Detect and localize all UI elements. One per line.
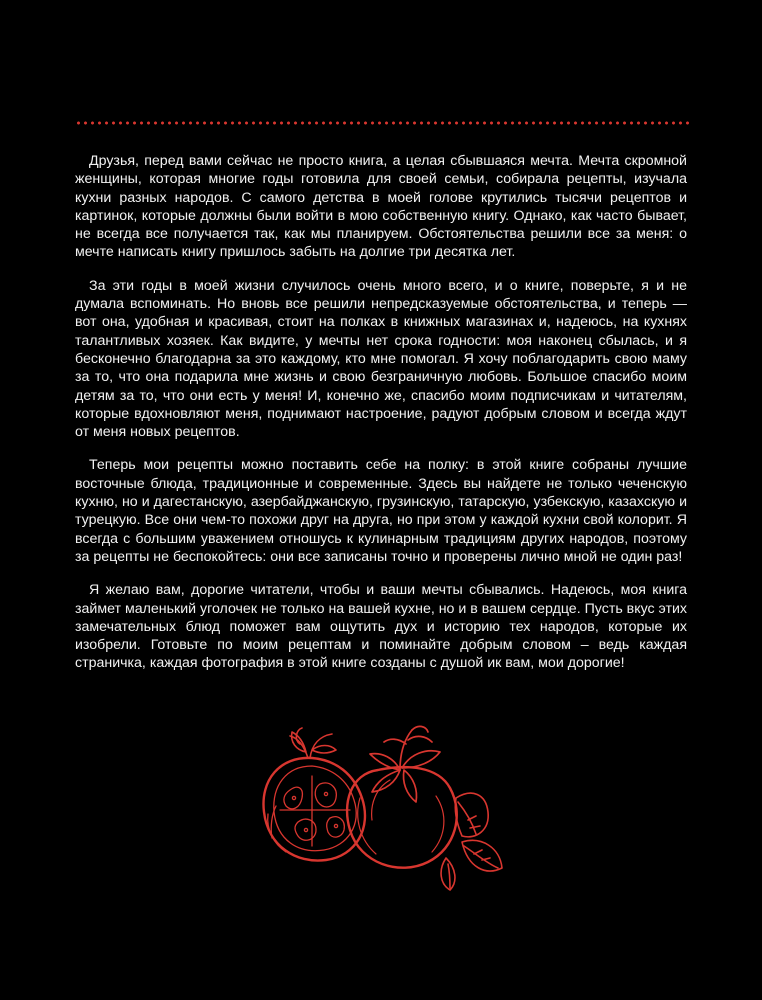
dotted-divider — [75, 120, 690, 126]
tomatoes-illustration-icon — [250, 718, 510, 893]
paragraph-3: Теперь мои рецепты можно поставить себе на полку: в этой книге собраны лучшие восточные блюда, традиционные и современные. Здесь вы найдете не только чеченскую кухню, но и дагестанскую, азербайджанскую, грузинскую, татарскую, узбекскую, казахскую и турецкую. Все они чем-то похожи друг на друга, но при этом у каждой кухни свой колорит. Я всегда с большим уважением отношусь к кулинарным традициям других народов, поэтому за рецепты не беспокойтесь: они все записаны точно и проверены лично мной не один раз! — [75, 457, 687, 565]
paragraph-4: Я желаю вам, дорогие читатели, чтобы и ваши мечты сбывались. Надеюсь, моя книга займет маленький уголочек не только на вашей кухне, но и в вашем сердце. Пусть вкус этих замечательных блюд поможет вам ощутить дух и историю тех народов, которые их изобрели. Готовьте по моим рецептам и поминайте добрым словом – ведь каждая страничка, каждая фотография в этой книге созданы с душой ик вам, мои дорогие! — [75, 582, 687, 672]
intro-text — [75, 152, 687, 688]
paragraph-1: Друзья, перед вами сейчас не просто книга, а целая сбывшаяся мечта. Мечта скромной женщины, которая многие годы готовила для своей семьи, собирала рецепты, изучала кухни разных народов. С самого детства в моей голове крутились тысячи рецептов и картинок, которые должны были войти в мою собственную книгу. Однако, как часто бывает, не всегда все получается так, как мы планируем. Обстоятельства решили все за меня: о мечте написать книгу пришлось забыть на долгие три десятка лет. — [75, 153, 687, 261]
paragraph-2: За эти годы в моей жизни случилось очень много всего, и о книге, поверьте, я и не думала вспоминать. Но вновь все решили непредсказуемые обстоятельства, и теперь — вот она, удобная и красивая, стоит на полках в книжных магазинах и, надеюсь, на кухнях талантливых хозяек. Как видите, у мечты нет срока годности: моя наконец сбылась, и я бесконечно благодарна за это каждому, кто мне помогал. Я хочу поблагодарить свою маму за то, что она подарила мне жизнь и свою безграничную любовь. Большое спасибо моим детям за то, что они есть у меня! И, конечно же, спасибо моим подписчикам и читателям, которые вдохновляют меня, поднимают настроение, радуют добрым словом и всегда ждут от меня новых рецептов. — [75, 277, 687, 441]
whole-tomato — [347, 767, 457, 868]
